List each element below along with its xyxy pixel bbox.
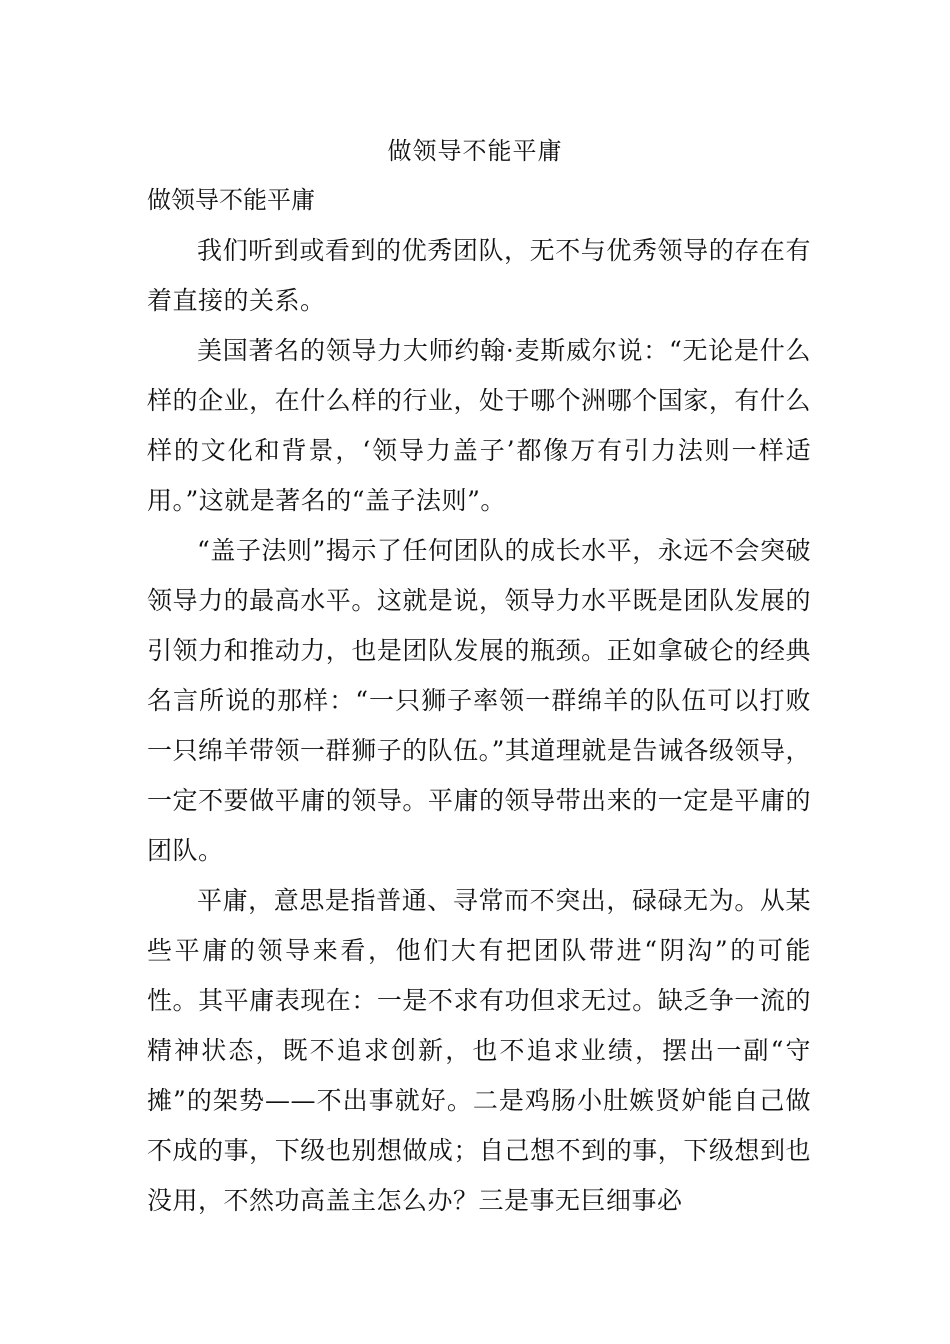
document-subtitle: 做领导不能平庸 [147,186,315,214]
document-body [147,226,811,1226]
paragraph-4: 平庸，意思是指普通、寻常而不突出，碌碌无为。从某些平庸的领导来看，他们大有把团队带进“阴沟”的可能性。其平庸表现在：一是不求有功但求无过。缺乏争一流的精神状态，既不追求创新，也不追求业绩，摆出一副“守摊”的架势——不出事就好。二是鸡肠小肚嫉贤妒能自己做不成的事，下级也别想做成；自己想不到的事，下级想到也没用，不然功高盖主怎么办？三是事无巨细事必 [147,886,811,1215]
document-title: 做领导不能平庸 [387,137,563,165]
paragraph-3: “盖子法则”揭示了任何团队的成长水平，永远不会突破领导力的最高水平。这就是说，领导力水平既是团队发展的引领力和推动力，也是团队发展的瓶颈。正如拿破仑的经典名言所说的那样：“一只狮子率领一群绵羊的队伍可以打败一只绵羊带领一群狮子的队伍。”其道理就是告诫各级领导，一定不要做平庸的领导。平庸的领导带出来的一定是平庸的团队。 [147,536,811,865]
paragraph-1: 我们听到或看到的优秀团队，无不与优秀领导的存在有着直接的关系。 [147,236,811,315]
paragraph-2: 美国著名的领导力大师约翰·麦斯威尔说：“无论是什么样的企业，在什么样的行业，处于哪个洲哪个国家，有什么样的文化和背景，‘领导力盖子’都像万有引力法则一样适用。”这就是著名的“盖子法则”。 [147,336,811,515]
